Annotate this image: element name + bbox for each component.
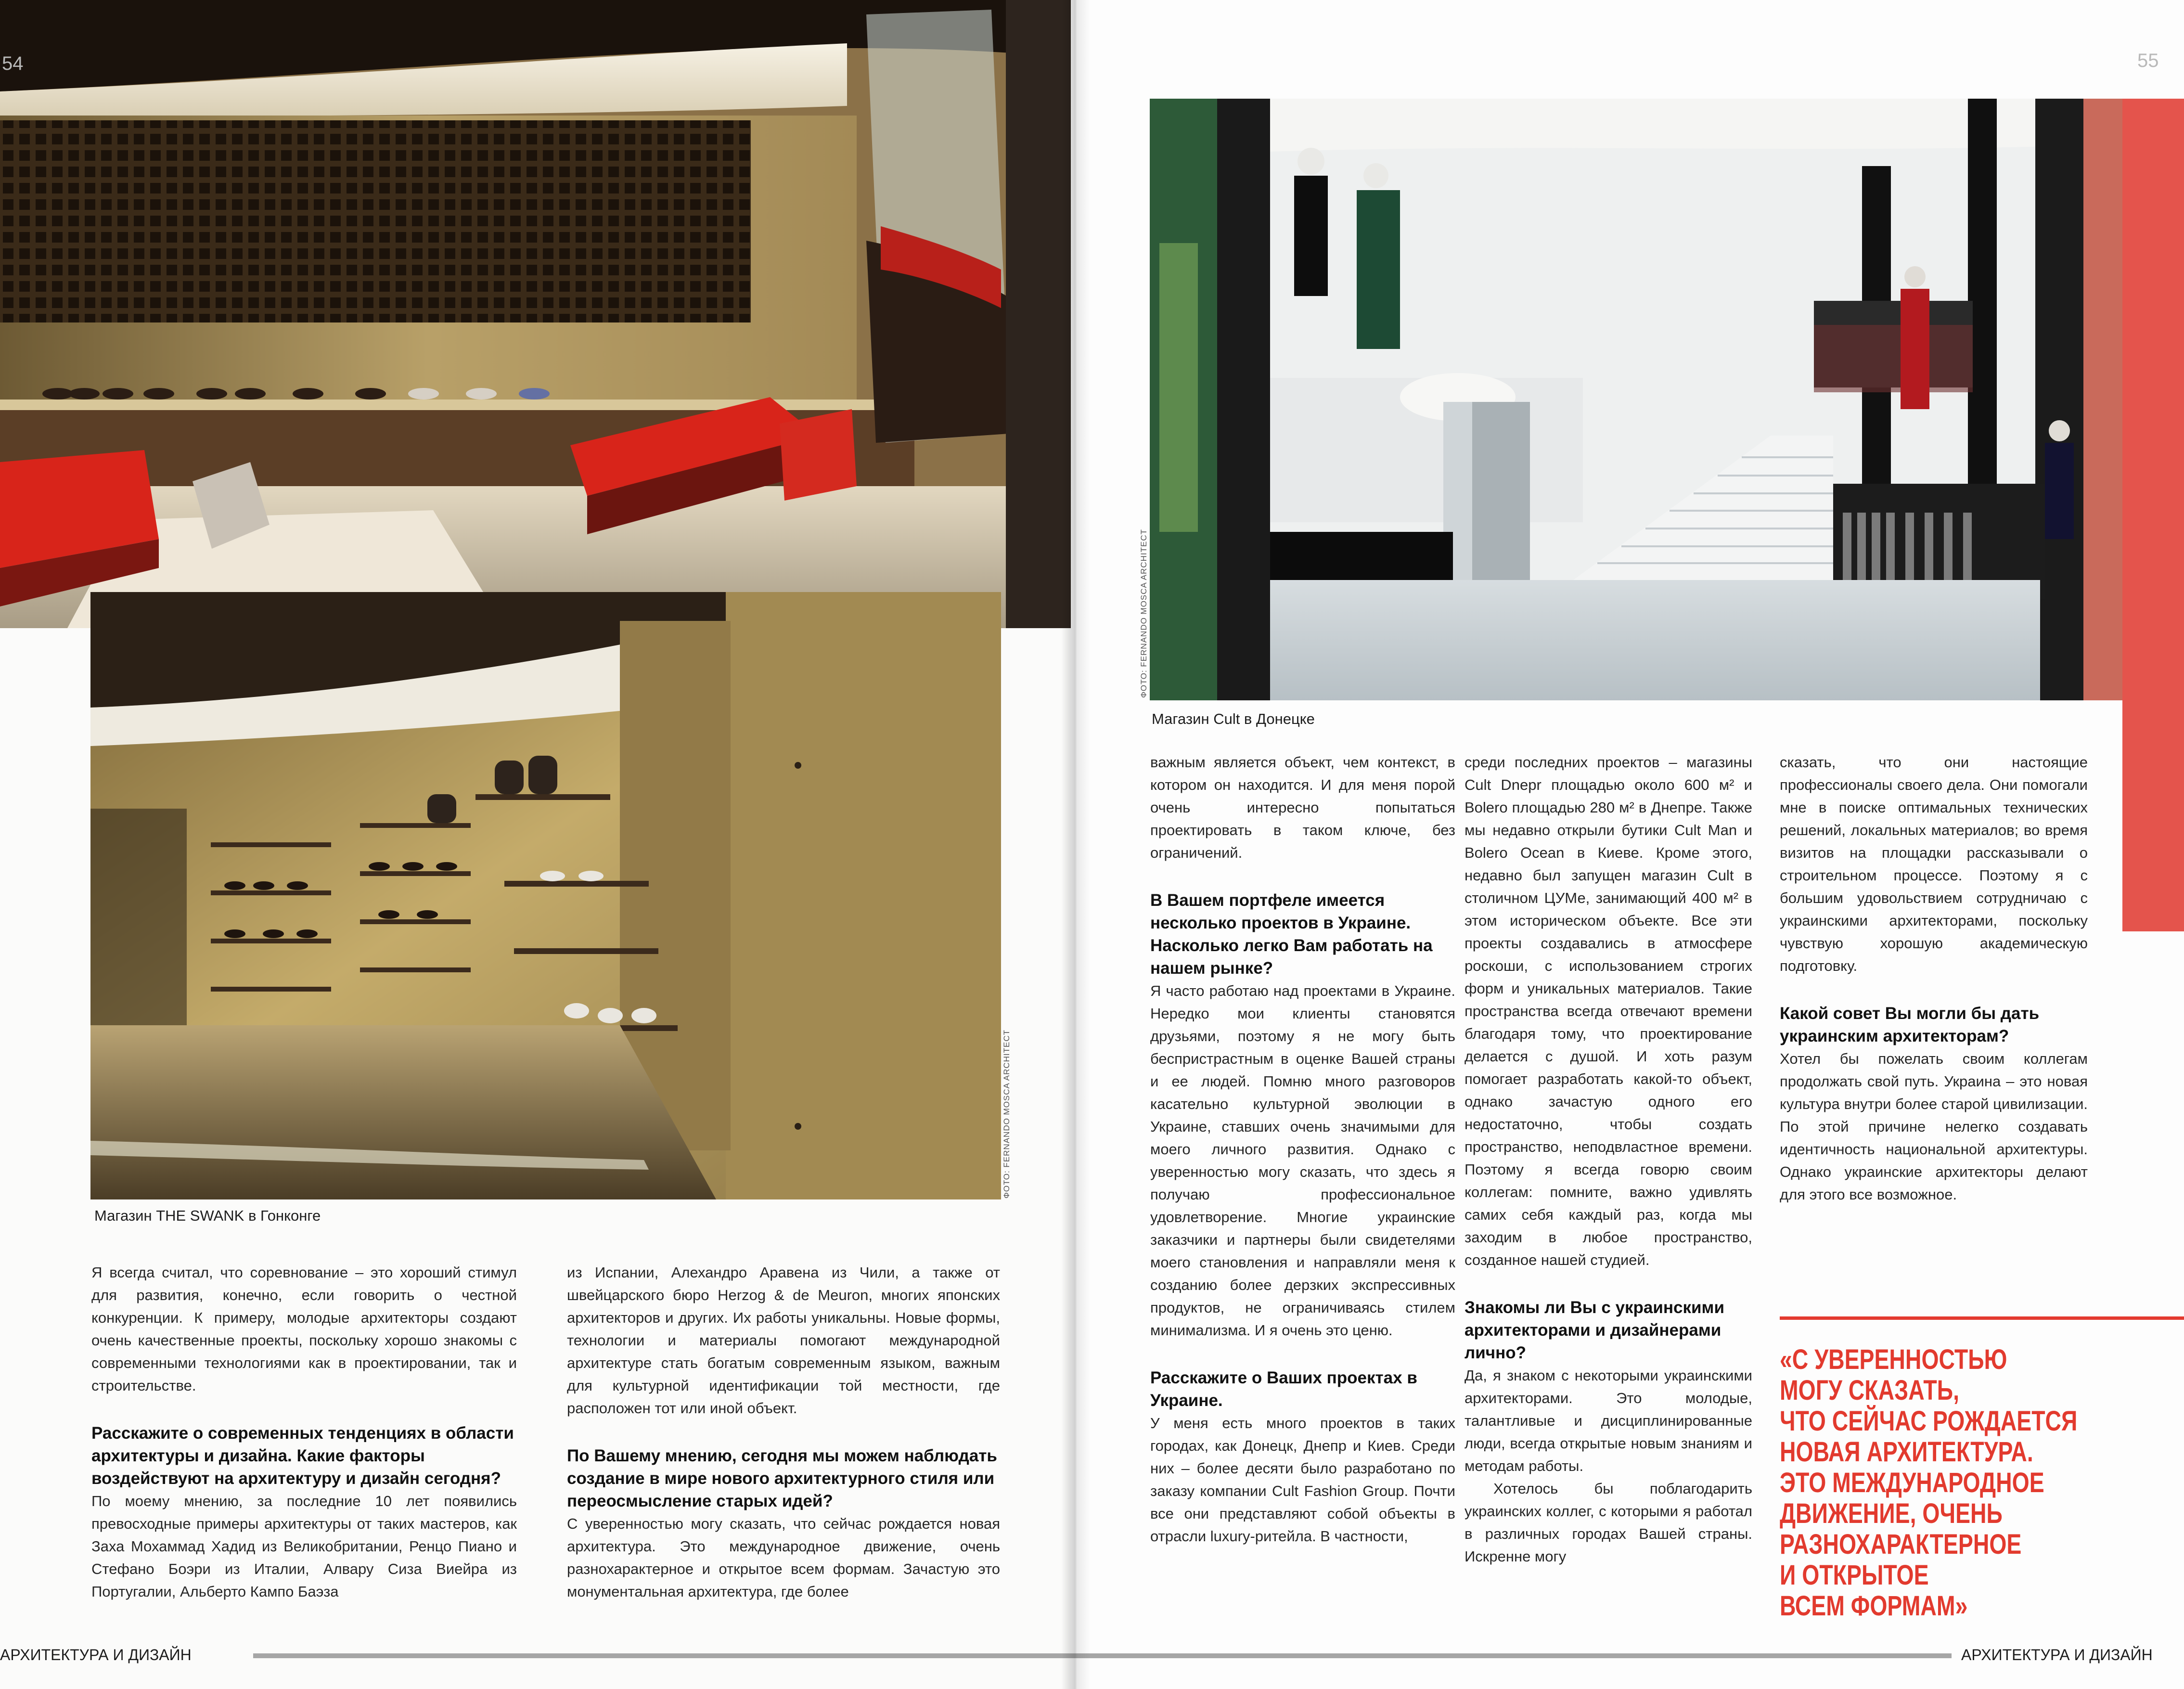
paragraph: Я всегда считал, что соревнование – это хороший стимул для развития, конечно, если говорить о честной конкуренции. К примеру, молодые архитекторы создают очень качественные проекты, поскольку хорошо знакомы с современными технологиями как в проектировании, так и строительстве. [91, 1264, 517, 1394]
paragraph: С уверенностью могу сказать, что сейчас рождается новая архитектура. Это международное движение, очень разнохарактерное и открытое всем формам. Зачастую это монументальная архитектура, где более [567, 1515, 1000, 1600]
footer-rule-left [253, 1653, 1071, 1658]
pull-quote-line: «С УВЕРЕННОСТЬЮ [1780, 1344, 2007, 1375]
footer-rule-right [1071, 1653, 1952, 1658]
photo-credit-left: ФОТО: FERNANDO MOSCA ARCHITECT [1002, 1029, 1011, 1199]
question-heading: Знакомы ли Вы с украинскими архитекторами и дизайнерами лично? [1465, 1298, 1724, 1362]
left-column-1 [91, 1261, 517, 1603]
pull-quote-line: И ОТКРЫТОЕ [1780, 1560, 1929, 1591]
paragraph: По моему мнению, за последние 10 лет появились превосходные примеры архитектуры от таких мастеров, как Заха Мохаммад Хадид из Великобритании, Ренцо Пиано и Стефано Боэри из Италии, Алвару Сиза Виейра из Португалии, Альберто Кампо Баэза [91, 1493, 517, 1600]
pull-quote-line: ВСЕМ ФОРМАМ» [1780, 1590, 1968, 1622]
paragraph: Хотел бы пожелать своим коллегам продолжать свой путь. Украина – это новая культура внутри более старой цивилизации. По этой причине нелегко создавать идентичность национальной архитектуры. Однако украинские архитекторы делают для этого все возможное. [1780, 1050, 2088, 1203]
paragraph: сказать, что они настоящие профессионалы своего дела. Они помогали мне в поиске оптимальных технических решений, локальных материалов; во время визитов на площадки рассказывали о строительном процессе. Поэтому я с большим удовольствием сотрудничаю с украинскими архитекторами, поскольку чувствую хорошую академическую подготовку. [1780, 754, 2088, 974]
question-heading: Расскажите о современных тенденциях в области архитектуры и дизайна. Какие факторы воздействуют на архитектуру и дизайн сегодня? [91, 1424, 514, 1488]
page-spine [1061, 0, 1090, 1689]
pull-quote-text [1780, 1344, 2078, 1622]
caption-cult: Магазин Cult в Донецке [1152, 710, 1315, 727]
left-column-2 [567, 1261, 1000, 1603]
pull-quote-line: МОГУ СКАЗАТЬ, [1780, 1375, 1959, 1406]
caption-swank: Магазин THE SWANK в Гонконге [94, 1207, 321, 1224]
paragraph: Да, я знаком с некоторыми украинскими архитекторами. Это молодые, талантливые и дисциплинированные люди, всегда открытые новым знаниям и методам работы. [1465, 1367, 1752, 1474]
pull-quote-line: ДВИЖЕНИЕ, ОЧЕНЬ [1780, 1498, 2003, 1529]
pull-quote-line: ЧТО СЕЙЧАС РОЖДАЕТСЯ [1780, 1405, 2078, 1437]
page-number-left: 54 [2, 53, 24, 74]
pull-quote-line: ЭТО МЕЖДУНАРОДНОЕ [1780, 1467, 2044, 1498]
paragraph: среди последних проектов – магазины Cult Dnepr площадью около 600 м² и Bolero площадью 280 м² в Днепре. Также мы недавно открыли бутики Cult Man и Bolero Ocean в Киеве. Кроме этого, недавно был запущен магазин Cult в столичном ЦУМе, занимающий 400 м² в этом историческом объекте. Все эти проекты создавались в атмосфере роскоши, с использованием строгих форм и уникальных материалов. Такие пространства всегда отвечают времени благодаря тому, что проектирование делается с душой. И хоть разум помогает разработать какой-то объект, однако зачастую одного его недостаточно, чтобы создать пространство, неподвластное времени. Поэтому я всегда говорю своим коллегам: помните, важно удивлять самих себя каждый раз, когда мы заходим в любое пространство, созданное нашей студией. [1465, 754, 1752, 1268]
pull-quote [1780, 1316, 2184, 1634]
paragraph: из Испании, Алехандро Аравена из Чили, а также от швейцарского бюро Herzog & de Meuron, многих японских архитекторов и других. Их работы уникальны. Новые формы, технологии и материалы помогают международной архитектуре стать богатым современным языком, важным для культурной идентификации той местности, где расположен тот или иной объект. [567, 1264, 1000, 1417]
question-heading: По Вашему мнению, сегодня мы можем наблюдать создание в мире нового архитектурного стиля или переосмысление старых идей? [567, 1446, 997, 1510]
question-heading: Какой совет Вы могли бы дать украинским архитекторам? [1780, 1004, 2040, 1045]
right-column-2 [1465, 751, 1752, 1568]
footer-section-label-right: АРХИТЕКТУРА И ДИЗАЙН [1961, 1646, 2153, 1663]
left-page [0, 0, 1071, 1689]
pull-quote-line: РАЗНОХАРАКТЕРНОЕ [1780, 1529, 2022, 1560]
photo-credit-right: ФОТО: FERNANDO MOSCA ARCHITECT [1139, 529, 1148, 698]
photo-swank-shoe-wall [0, 0, 1071, 628]
question-heading: В Вашем портфеле имеется несколько проектов в Украине. Насколько легко Вам работать на нашем рынке? [1150, 891, 1433, 978]
photo-cult-donetsk [1150, 99, 2163, 700]
right-column-3 [1780, 751, 2088, 1206]
footer-section-label-left: АРХИТЕКТУРА И ДИЗАЙН [0, 1646, 192, 1663]
page-number-right: 55 [2137, 50, 2159, 71]
red-side-tab [2122, 99, 2184, 931]
paragraph: важным является объект, чем контекст, в котором он находится. И для меня порой очень интересно попытаться проектировать в таком ключе, без ограничений. [1150, 754, 1455, 861]
paragraph: У меня есть много проектов в таких городах, как Донецк, Днепр и Киев. Среди них – более десяти было разработано по заказу компании Cult Fashion Group. Почти все они представляют собой объекты в отрасли luxury-ритейла. В частности, [1150, 1415, 1455, 1545]
pull-quote-rule [1780, 1316, 2184, 1320]
photo-swank-gold-interior [90, 592, 1001, 1199]
paragraph: Хотелось бы поблагодарить украинских коллег, с которыми я работал в различных городах Вашей страны. Искренне могу [1465, 1480, 1752, 1565]
question-heading: Расскажите о Ваших проектах в Украине. [1150, 1368, 1417, 1410]
paragraph: Я часто работаю над проектами в Украине. Нередко мои клиенты становятся друзьями, поэтому я не могу быть беспристрастным в оценке Вашей страны и ее людей. Помню много разговоров касательно культурной эволюции в Украине, ставших очень значимыми для моего личного развития. Однако с уверенностью могу сказать, что здесь я получаю профессиональное удовлетворение. Многие украинские заказчики и партнеры были свидетелями моего становления и направляли меня к созданию более дерзких экспрессивных продуктов, не ограничиваясь стилем минимализма. И я очень это ценю. [1150, 982, 1455, 1339]
right-column-1 [1150, 751, 1455, 1547]
pull-quote-line: НОВАЯ АРХИТЕКТУРА. [1780, 1436, 2033, 1468]
